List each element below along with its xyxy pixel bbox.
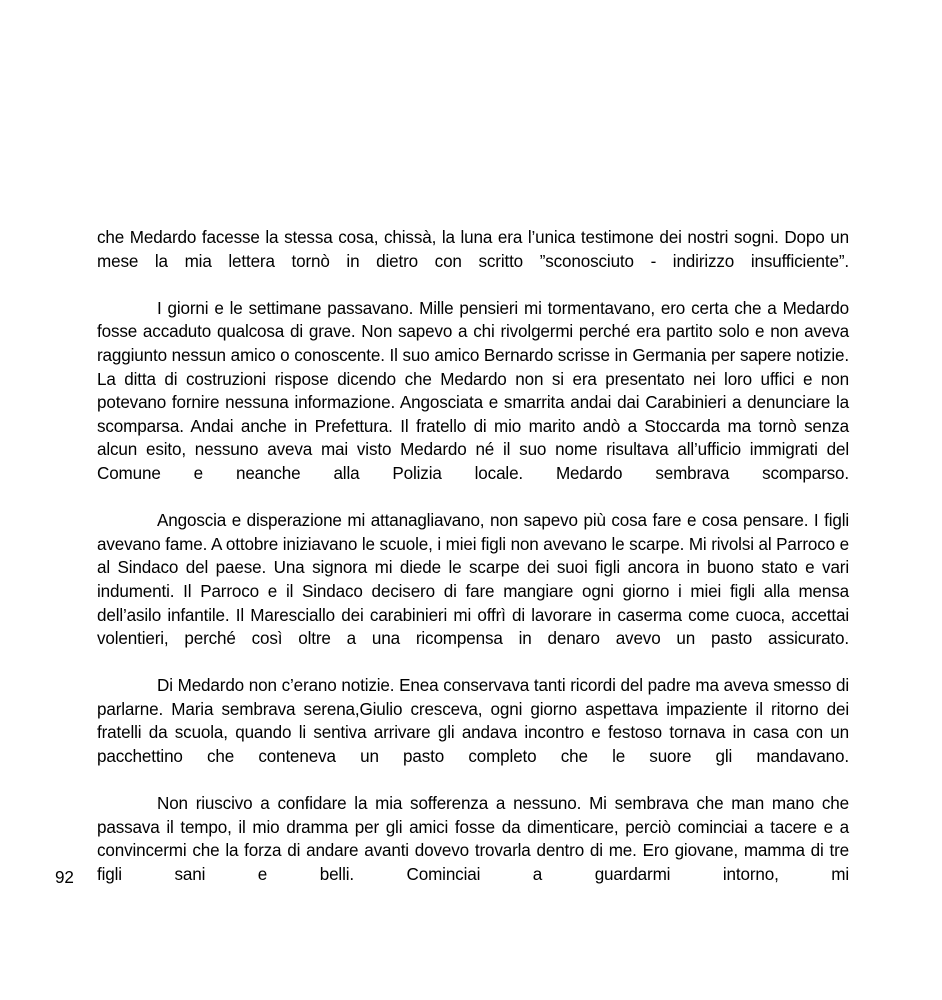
paragraph-3: Angoscia e disperazione mi attanagliavano, non sapevo più cosa fare e cosa pensare. I figli avevano fame. A ottobre iniziavano le scuole, i miei figli non avevano le scarpe. Mi rivolsi al Parroco e al Sindaco del paese. Una signora mi diede le scarpe dei suoi figli ancora in buono stato e vari indumenti. Il Parroco e il Sindaco decisero di fare mangiare ogni giorno i miei figli alla mensa dell’asilo infantile. Il Maresciallo dei carabinieri mi offrì di lavorare in caserma come cuoca, accettai volentieri, perché così oltre a una ricompensa in denaro avevo un pasto assicurato. [97,511,849,649]
page-number: 92 [55,868,74,887]
body-text-column [97,226,849,910]
paragraph-2: I giorni e le settimane passavano. Mille pensieri mi tormentavano, ero certa che a Medardo fosse accaduto qualcosa di grave. Non sapevo a chi rivolgermi perché era partito solo e non aveva raggiunto nessun amico o conoscente. Il suo amico Bernardo scrisse in Germania per sapere notizie. La ditta di costruzioni rispose dicendo che Medardo non si era presentato nei loro uffici e non potevano fornire nessuna informazione. Angosciata e smarrita andai dai Carabinieri a denunciare la scomparsa. Andai anche in Prefettura. Il fratello di mio marito andò a Stoccarda ma tornò senza alcun esito, nessuno aveva mai visto Medardo né il suo nome risultava all’ufficio immigrati del Comune e neanche alla Polizia locale. Medardo sembrava scomparso. [97,298,849,483]
paragraph-5: Non riuscivo a confidare la mia sofferenza a nessuno. Mi sembrava che man mano che passava il tempo, il mio dramma per gli amici fosse da dimenticare, perciò cominciai a tacere e a convincermi che la forza di andare avanti dovevo trovarla dentro di me. Ero giovane, mamma di tre figli sani e belli. Cominciai a guardarmi intorno, mi [97,794,849,885]
paragraph-4: Di Medardo non c’erano notizie. Enea conservava tanti ricordi del padre ma aveva smesso di parlarne. Maria sembrava serena,Giulio cresceva, ogni giorno aspettava impaziente il ritorno dei fratelli da scuola, quando li sentiva arrivare gli andava incontro e festoso tornava in casa con un pacchettino che conteneva un pasto completo che le suore gli mandavano. [97,676,849,767]
paragraph-1: che Medardo facesse la stessa cosa, chissà, la luna era l’unica testimone dei nostri sogni. Dopo un mese la mia lettera tornò in dietro con scritto ”sconosciuto - indirizzo insufficiente”. [97,228,849,271]
